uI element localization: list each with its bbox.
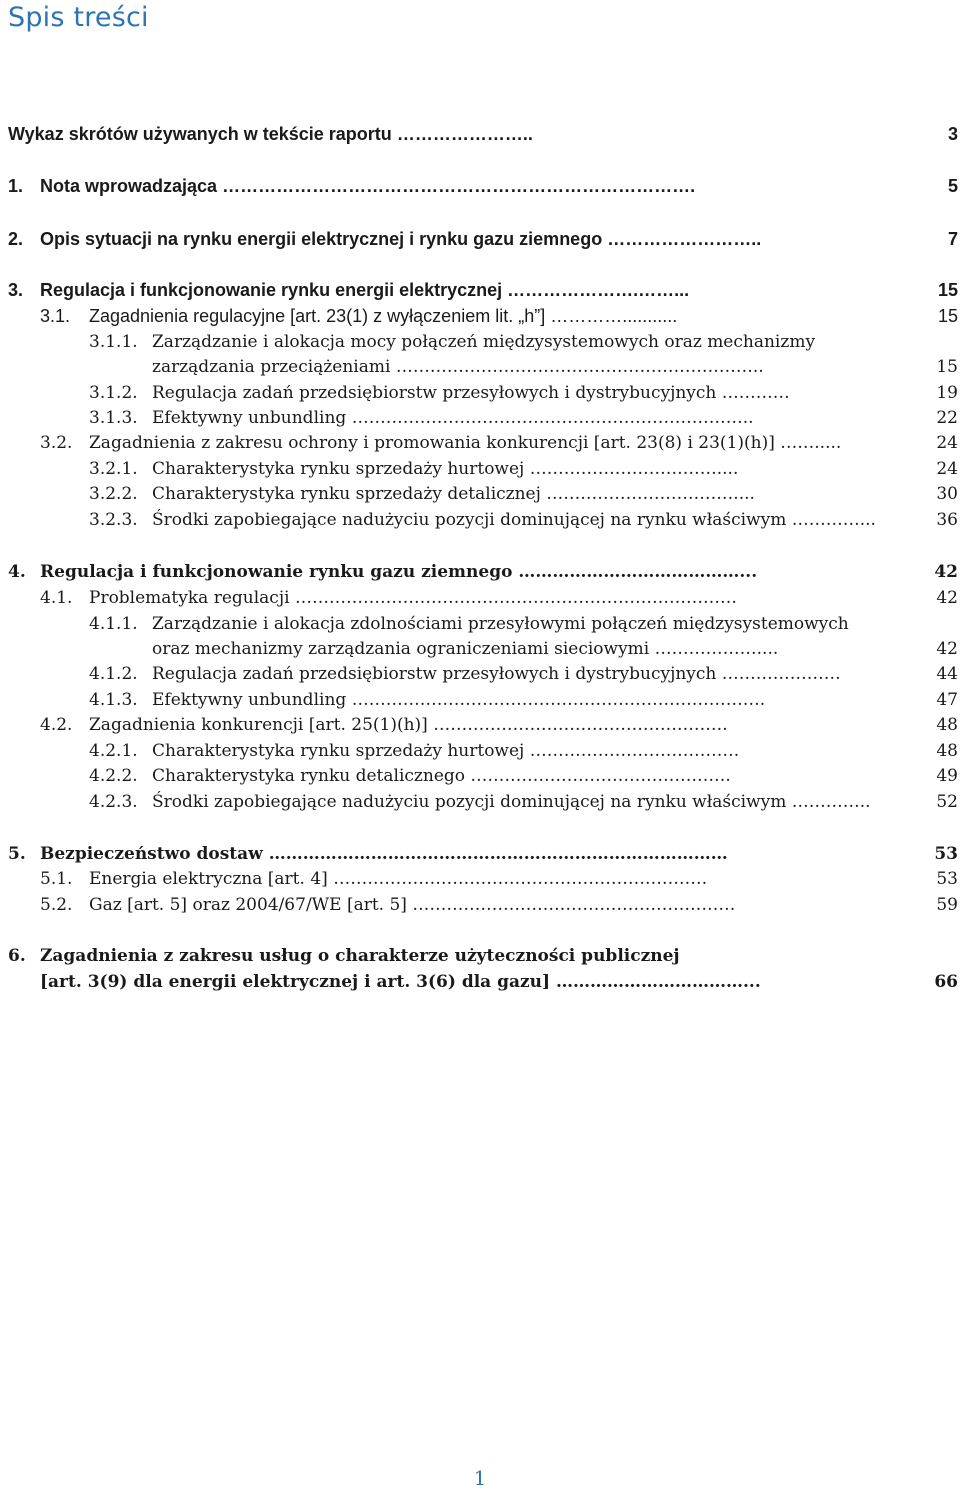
toc-entry[interactable] [0, 559, 960, 585]
toc-entry-number: 3.2.1. [89, 459, 138, 479]
toc-entry[interactable] [0, 738, 960, 764]
toc-entry[interactable] [0, 329, 960, 355]
toc-entry-page: 49 [936, 766, 958, 786]
toc-entry-page: 3 [947, 124, 958, 144]
toc-entry-number: 4.1. [40, 588, 73, 608]
toc-entry-text: Regulacja i funkcjonowanie rynku gazu ziemnego …………………………………... [40, 562, 758, 582]
toc-entry-page: 47 [936, 690, 958, 710]
toc-entry[interactable] [0, 277, 960, 303]
toc-entry-number: 6. [8, 946, 26, 966]
toc-entry[interactable] [0, 481, 960, 507]
toc-entry-page: 15 [937, 306, 958, 326]
toc-entry[interactable] [0, 969, 960, 995]
toc-entry-number: 3.2.2. [89, 484, 138, 504]
toc-entry-text: oraz mechanizmy zarządzania ograniczeniami sieciowymi ……………….... [152, 639, 779, 659]
toc-entry-number: 3.1. [40, 306, 71, 326]
toc-entry[interactable] [0, 121, 960, 147]
toc-entry-number: 2. [8, 229, 24, 249]
toc-entry-page: 19 [936, 383, 958, 403]
toc-entry-text: Środki zapobiegające nadużyciu pozycji dominującej na rynku właściwym ………….. [152, 792, 871, 812]
page-title: Spis treści [8, 2, 149, 33]
toc-entry[interactable] [0, 380, 960, 406]
toc-entry-page: 24 [936, 433, 958, 453]
toc-entry-number: 4.2.2. [89, 766, 138, 786]
toc-entry-text: Zagadnienia konkurencji [art. 25(1)(h)] ……………………………………………. [89, 715, 728, 735]
toc-entry-number: 5.2. [40, 895, 73, 915]
toc-entry-text: Zarządzanie i alokacja mocy połączeń międzysystemowych oraz mechanizmy [152, 332, 816, 352]
toc-entry-number: 5.1. [40, 869, 73, 889]
toc-entry[interactable] [0, 430, 960, 456]
toc-entry-text: Problematyka regulacji …………………………………………………………………… [89, 588, 737, 608]
toc-entry[interactable] [0, 173, 960, 199]
toc-entry-number: 3.1.2. [89, 383, 138, 403]
toc-entry[interactable] [0, 636, 960, 662]
toc-entry[interactable] [0, 866, 960, 892]
toc-entry-text: Zarządzanie i alokacja zdolnościami przesyłowymi połączeń międzysystemowych [152, 614, 849, 634]
toc-entry-text: Opis sytuacji na rynku energii elektrycznej i rynku gazu ziemnego …………………….. [40, 229, 762, 249]
toc-entry-page: 53 [934, 844, 958, 864]
toc-entry-number: 4. [8, 562, 26, 582]
toc-entry-number: 4.1.1. [89, 614, 138, 634]
toc-entry-text: Zagadnienia z zakresu ochrony i promowania konkurencji [art. 23(8) i 23(1)(h)] ……..... [89, 433, 842, 453]
toc-entry-text: Charakterystyka rynku sprzedaży hurtowej …………………………….... [152, 459, 739, 479]
toc-entry-page: 42 [936, 639, 958, 659]
toc-entry-text: Regulacja i funkcjonowanie rynku energii elektrycznej ………………….……... [40, 280, 690, 300]
toc-entry-page: 53 [936, 869, 958, 889]
toc-entry-text: Zagadnienia z zakresu usług o charakterze użyteczności publicznej [40, 946, 680, 966]
toc-entry-page: 44 [936, 664, 958, 684]
toc-entry-page: 15 [937, 280, 958, 300]
toc-entry-page: 42 [934, 562, 958, 582]
toc-entry-number: 3.1.3. [89, 408, 138, 428]
toc-entry-text: Środki zapobiegające nadużyciu pozycji dominującej na rynku właściwym …………... [152, 510, 876, 530]
toc-entry-page: 36 [936, 510, 958, 530]
toc-entry-number: 3. [8, 280, 24, 300]
toc-entry-page: 48 [936, 715, 958, 735]
toc-entry-text: Efektywny unbundling ………………………………………………………………. [152, 690, 766, 710]
toc-entry-text: Regulacja zadań przedsiębiorstw przesyłowych i dystrybucyjnych ………………… [152, 664, 841, 684]
toc-entry-text: Regulacja zadań przedsiębiorstw przesyłowych i dystrybucyjnych ………… [152, 383, 790, 403]
toc-entry-page: 22 [936, 408, 958, 428]
toc-entry-number: 3.1.1. [89, 332, 138, 352]
toc-entry[interactable] [0, 303, 960, 329]
toc-entry-text: Bezpieczeństwo dostaw ……………………………………………………………………… [40, 844, 728, 864]
toc-entry[interactable] [0, 611, 960, 637]
toc-entry-number: 3.2. [40, 433, 73, 453]
toc-entry[interactable] [0, 789, 960, 815]
toc-entry-text: Nota wprowadzająca ……………………………………………………………………. [40, 176, 696, 196]
toc-entry-page: 59 [936, 895, 958, 915]
toc-entry-number: 3.2.3. [89, 510, 138, 530]
toc-entry[interactable] [0, 763, 960, 789]
toc-entry[interactable] [0, 892, 960, 918]
toc-entry-text: Charakterystyka rynku sprzedaży hurtowej ………………………………. [152, 741, 740, 761]
toc-entry[interactable] [0, 507, 960, 533]
toc-entry-page: 48 [936, 741, 958, 761]
toc-entry[interactable] [0, 226, 960, 252]
toc-entry-page: 24 [936, 459, 958, 479]
toc-entry[interactable] [0, 661, 960, 687]
toc-entry-page: 5 [947, 176, 958, 196]
toc-entry-number: 5. [8, 844, 26, 864]
toc-entry[interactable] [0, 687, 960, 713]
toc-entry-page: 66 [934, 972, 958, 992]
toc-entry-number: 1. [8, 176, 24, 196]
toc-entry-number: 4.1.3. [89, 690, 138, 710]
toc-entry-number: 4.1.2. [89, 664, 138, 684]
toc-entry-number: 4.2. [40, 715, 73, 735]
toc-entry-page: 30 [936, 484, 958, 504]
toc-entry[interactable] [0, 405, 960, 431]
toc-entry[interactable] [0, 456, 960, 482]
toc-entry-text: [art. 3(9) dla energii elektrycznej i art. 3(6) dla gazu] ……………………………... [40, 972, 761, 992]
toc-entry[interactable] [0, 841, 960, 867]
toc-entry-page: 7 [947, 229, 958, 249]
toc-entry[interactable] [0, 354, 960, 380]
page-number: 1 [473, 1466, 487, 1490]
toc-entry-text: Wykaz skrótów używanych w tekście raportu ………………….. [8, 124, 533, 144]
toc-entry-page: 42 [936, 588, 958, 608]
toc-entry-text: Zagadnienia regulacyjne [art. 23(1) z wyłączeniem lit. „h”] …………........... [89, 306, 678, 326]
toc-entry[interactable] [0, 712, 960, 738]
toc-entry-text: Gaz [art. 5] oraz 2004/67/WE [art. 5] ………………………………………………… [89, 895, 736, 915]
toc-entry-page: 52 [936, 792, 958, 812]
toc-entry-text: Charakterystyka rynku detalicznego ………………………………………. [152, 766, 731, 786]
toc-entry-text: zarządzania przeciążeniami ……………………………………………………….. [152, 357, 764, 377]
toc-entry-text: Energia elektryczna [art. 4] ………………………………………………………… [89, 869, 708, 889]
toc-entry-number: 4.2.1. [89, 741, 138, 761]
toc-entry-text: Charakterystyka rynku sprzedaży detalicznej …………………………….... [152, 484, 755, 504]
toc-entry-number: 4.2.3. [89, 792, 138, 812]
toc-entry[interactable] [0, 943, 960, 969]
toc-entry-text: Efektywny unbundling …………………………………………………………….. [152, 408, 754, 428]
toc-entry-page: 15 [936, 357, 958, 377]
toc-entry[interactable] [0, 585, 960, 611]
